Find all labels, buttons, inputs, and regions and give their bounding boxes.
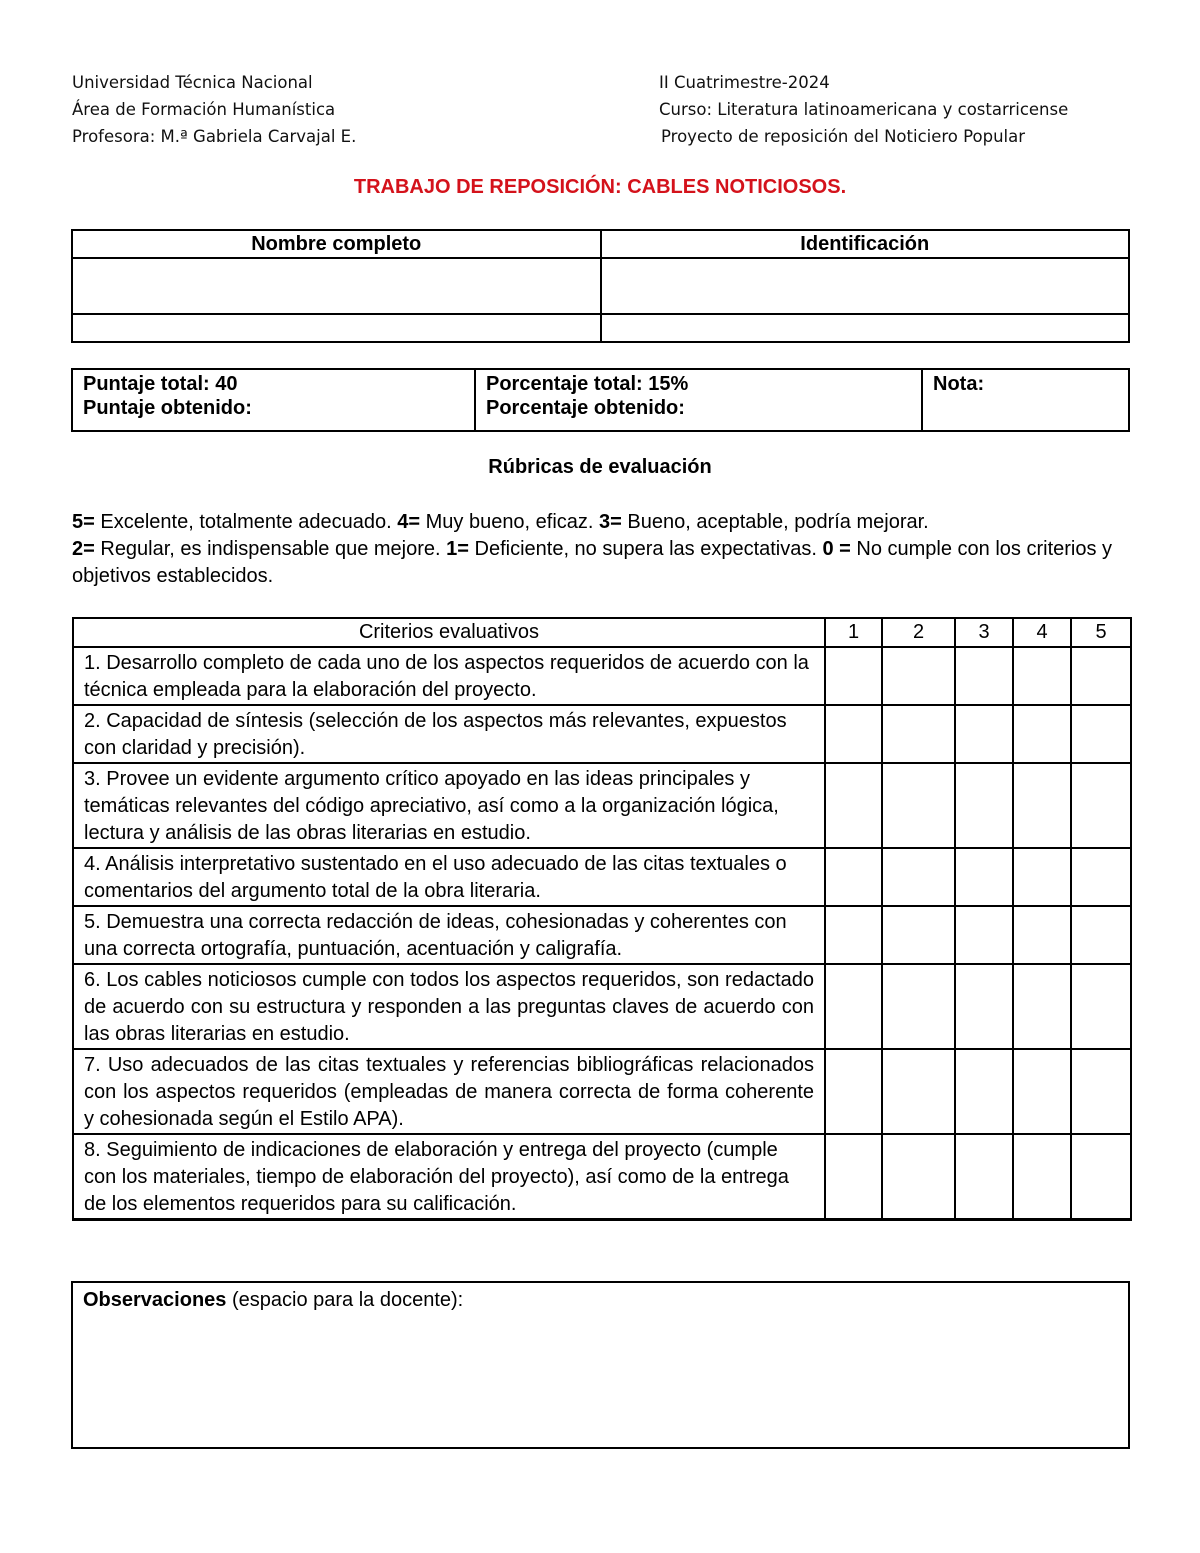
score-box[interactable]	[825, 647, 882, 705]
score-box[interactable]	[955, 1134, 1013, 1220]
criterion-text: 7. Uso adecuados de las citas textuales y referencias bibliográficas relacionados con los aspectos requeridos (empleadas de manera correcta de forma coherente y cohesionada según el Estilo APA).	[73, 1049, 825, 1134]
score-box[interactable]	[825, 906, 882, 964]
score-box[interactable]	[955, 964, 1013, 1049]
observations-label: Observaciones	[83, 1289, 227, 1311]
obtained-score: Puntaje obtenido:	[83, 397, 252, 419]
criteria-row	[73, 1049, 1131, 1134]
scale-key: 4=	[397, 511, 421, 533]
score-box[interactable]	[1013, 848, 1071, 906]
criteria-row	[73, 1134, 1131, 1220]
score-box[interactable]	[825, 1049, 882, 1134]
score-box[interactable]	[955, 906, 1013, 964]
header-course: Curso: Literatura latinoamericana y costarricense	[659, 100, 1069, 119]
score-box[interactable]	[955, 705, 1013, 763]
observations-heading	[73, 1283, 1128, 1318]
score-box[interactable]	[882, 1134, 955, 1220]
scale-key: 2=	[72, 538, 95, 560]
criteria-row	[73, 705, 1131, 763]
level-header: 1	[825, 618, 882, 647]
header-term: II Cuatrimestre-2024	[659, 73, 830, 92]
score-box[interactable]	[1013, 1134, 1071, 1220]
score-box[interactable]	[1013, 763, 1071, 848]
score-box[interactable]	[882, 763, 955, 848]
rubric-scale	[72, 509, 1132, 590]
score-box[interactable]	[882, 964, 955, 1049]
criterion-text: 4. Análisis interpretativo sustentado en el uso adecuado de las citas textuales o comentarios del argumento total de la obra literaria.	[73, 848, 825, 906]
score-box[interactable]	[1013, 906, 1071, 964]
scale-text: No cumple con los criterios y objetivos establecidos.	[72, 538, 1113, 587]
id-column-header: Identificación	[601, 230, 1130, 258]
score-box[interactable]	[882, 848, 955, 906]
scale-text: Bueno, aceptable, podría mejorar.	[621, 511, 929, 533]
rubric-title: Rúbricas de evaluación	[488, 456, 712, 478]
total-score: Puntaje total: 40	[83, 373, 238, 395]
id-cell[interactable]	[601, 258, 1130, 314]
id-cell[interactable]	[601, 314, 1130, 342]
score-box[interactable]	[1071, 647, 1131, 705]
score-cell	[72, 369, 475, 431]
score-box[interactable]	[1071, 848, 1131, 906]
score-box[interactable]	[825, 1134, 882, 1220]
level-header: 4	[1013, 618, 1071, 647]
score-box[interactable]	[955, 1049, 1013, 1134]
criteria-row	[73, 763, 1131, 848]
score-box[interactable]	[1071, 705, 1131, 763]
score-box[interactable]	[825, 763, 882, 848]
criteria-row	[73, 906, 1131, 964]
criterion-text: 2. Capacidad de síntesis (selección de los aspectos más relevantes, expuestos con claridad y precisión).	[73, 705, 825, 763]
score-box[interactable]	[1071, 964, 1131, 1049]
criterion-text: 3. Provee un evidente argumento crítico apoyado en las ideas principales y temáticas relevantes del código apreciativo, así como a la organización lógica, lectura y análisis de las obras literarias en estudio.	[73, 763, 825, 848]
criteria-table	[72, 617, 1132, 1221]
scale-key: 5=	[72, 511, 95, 533]
score-box[interactable]	[825, 848, 882, 906]
name-column-header: Nombre completo	[72, 230, 601, 258]
header-professor: Profesora: M.ª Gabriela Carvajal E.	[72, 127, 357, 146]
document-title: TRABAJO DE REPOSICIÓN: CABLES NOTICIOSOS.	[353, 176, 847, 198]
observations-note: (espacio para la docente):	[226, 1289, 464, 1311]
score-box[interactable]	[1013, 964, 1071, 1049]
score-box[interactable]	[1071, 1134, 1131, 1220]
score-box[interactable]	[882, 647, 955, 705]
criteria-row	[73, 848, 1131, 906]
score-box[interactable]	[1013, 1049, 1071, 1134]
criteria-row	[73, 647, 1131, 705]
scale-text: Muy bueno, eficaz.	[420, 511, 600, 533]
score-box[interactable]	[825, 964, 882, 1049]
score-box[interactable]	[1013, 705, 1071, 763]
score-table	[71, 368, 1130, 432]
score-box[interactable]	[955, 763, 1013, 848]
header-university: Universidad Técnica Nacional	[72, 73, 313, 92]
score-box[interactable]	[882, 705, 955, 763]
total-percentage: Porcentaje total: 15%	[486, 373, 689, 395]
score-box[interactable]	[1071, 906, 1131, 964]
header-area: Área de Formación Humanística	[72, 100, 336, 119]
student-table	[71, 229, 1130, 343]
name-cell[interactable]	[72, 258, 601, 314]
scale-key: 3=	[599, 511, 622, 533]
score-box[interactable]	[882, 906, 955, 964]
criterion-text: 5. Demuestra una correcta redacción de ideas, cohesionadas y coherentes con una correcta ortografía, puntuación, acentuación y caligrafía.	[73, 906, 825, 964]
criteria-column-header: Criterios evaluativos	[73, 618, 825, 647]
name-cell[interactable]	[72, 314, 601, 342]
score-box[interactable]	[1013, 647, 1071, 705]
obtained-percentage: Porcentaje obtenido:	[486, 397, 685, 419]
grade-cell[interactable]	[922, 369, 1129, 431]
score-box[interactable]	[955, 647, 1013, 705]
criterion-text: 8. Seguimiento de indicaciones de elaboración y entrega del proyecto (cumple con los materiales, tiempo de elaboración del proyecto), así como de la entrega de los elementos requeridos para su calificación.	[73, 1134, 825, 1220]
grade-label: Nota:	[933, 373, 985, 395]
scale-text: Excelente, totalmente adecuado.	[94, 511, 398, 533]
criterion-text: 6. Los cables noticiosos cumple con todos los aspectos requeridos, son redactado de acuerdo con su estructura y responden a las preguntas claves de acuerdo con las obras literarias en estudio.	[73, 964, 825, 1049]
percentage-cell	[475, 369, 922, 431]
criterion-text: 1. Desarrollo completo de cada uno de los aspectos requeridos de acuerdo con la técnica empleada para la elaboración del proyecto.	[73, 647, 825, 705]
header-project: Proyecto de reposición del Noticiero Popular	[661, 127, 1025, 146]
scale-key: 1=	[446, 538, 469, 560]
score-box[interactable]	[1071, 763, 1131, 848]
scale-key: 0 =	[822, 538, 851, 560]
observations-box[interactable]	[71, 1281, 1130, 1449]
score-box[interactable]	[882, 1049, 955, 1134]
score-box[interactable]	[955, 848, 1013, 906]
level-header: 2	[882, 618, 955, 647]
scale-text: Regular, es indispensable que mejore.	[94, 538, 447, 560]
scale-text: Deficiente, no supera las expectativas.	[468, 538, 823, 560]
level-header: 5	[1071, 618, 1131, 647]
criteria-row	[73, 964, 1131, 1049]
score-box[interactable]	[825, 705, 882, 763]
score-box[interactable]	[1071, 1049, 1131, 1134]
level-header: 3	[955, 618, 1013, 647]
